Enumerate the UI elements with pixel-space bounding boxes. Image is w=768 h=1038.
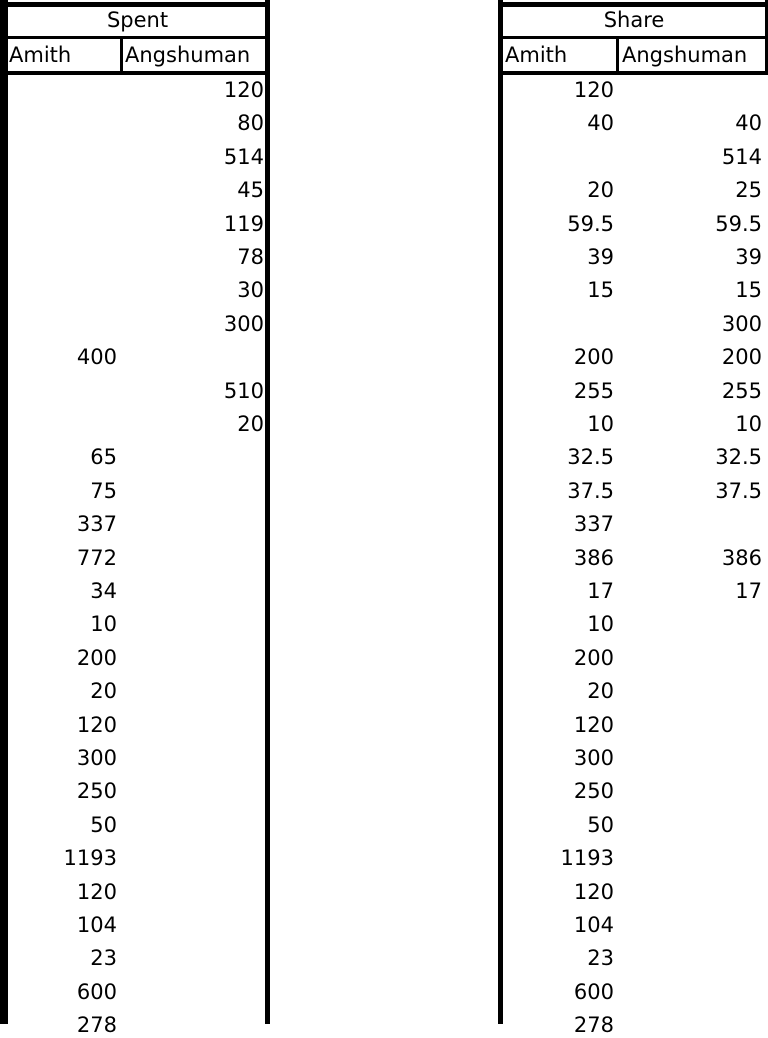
cell-spent-amith: 10 [90,612,117,637]
cell-spent-amith: 772 [76,545,117,570]
cell-spent-amith: 104 [76,913,117,937]
cell-spent-angshuman: 120 [223,78,264,102]
cell-share-amith: 59.5 [567,211,614,236]
cell-share-amith: 40 [587,111,614,136]
cell-share-amith: 32.5 [567,445,614,470]
cell-spent-amith: 75 [90,478,117,503]
cell-share-amith: 17 [587,579,614,603]
cell-spent-angshuman: 45 [237,178,264,203]
cell-share-amith: 386 [573,545,614,570]
cell-spent-amith: 120 [76,712,117,737]
cell-spent-angshuman: 300 [223,311,264,336]
border-spent-divider [120,38,123,74]
cell-share-amith: 20 [587,679,614,704]
cell-share-angshuman: 37.5 [715,478,762,503]
column-header-share-angshuman: Angshuman [622,43,748,67]
cell-share-amith: 10 [587,412,614,436]
group-header-share: Share [603,8,665,32]
cell-share-angshuman: 25 [735,178,762,203]
border-share-divider [616,38,619,74]
cell-spent-amith: 34 [90,579,117,603]
cell-share-amith: 250 [573,779,614,804]
border-header-spent [0,36,270,39]
cell-share-angshuman: 40 [735,111,762,136]
cell-share-amith: 20 [587,178,614,203]
cell-spent-amith: 50 [90,812,117,837]
border-header-share [498,36,768,39]
cell-share-amith: 200 [573,345,614,370]
border-share-left [498,0,503,1024]
cell-share-amith: 39 [587,245,614,269]
cell-spent-amith: 250 [76,779,117,804]
column-header-spent-angshuman: Angshuman [125,43,251,67]
cell-share-amith: 37.5 [567,478,614,503]
column-header-spent-amith: Amith [9,43,72,67]
cell-share-amith: 120 [573,712,614,737]
border-spent-right [265,0,270,1024]
cell-spent-angshuman: 30 [237,278,264,303]
border-subheader-spent [0,71,270,75]
cell-spent-amith: 120 [76,879,117,904]
cell-share-amith: 278 [573,1013,614,1038]
cell-spent-angshuman: 510 [223,378,264,403]
border-subheader-share [498,71,768,75]
cell-spent-amith: 20 [90,679,117,704]
cell-spent-amith: 278 [76,1013,117,1038]
cell-share-amith: 200 [573,645,614,670]
group-header-spent: Spent [106,8,169,32]
cell-share-amith: 50 [587,812,614,837]
cell-spent-amith: 337 [76,512,117,537]
cell-spent-angshuman: 80 [237,111,264,136]
cell-spent-angshuman: 514 [223,144,264,169]
cell-share-amith: 300 [573,746,614,770]
cell-share-amith: 104 [573,913,614,937]
cell-share-angshuman: 59.5 [715,211,762,236]
cell-spent-amith: 1193 [63,846,117,871]
cell-share-amith: 1193 [560,846,614,871]
cell-share-angshuman: 255 [721,378,762,403]
cell-share-amith: 600 [573,979,614,1004]
column-header-share-amith: Amith [505,43,568,67]
cell-share-angshuman: 386 [721,545,762,570]
cell-share-angshuman: 10 [735,412,762,436]
cell-share-angshuman: 200 [721,345,762,370]
cell-share-angshuman: 17 [735,579,762,603]
cell-spent-angshuman: 78 [237,245,264,269]
cell-share-angshuman: 39 [735,245,762,269]
cell-share-angshuman: 514 [721,144,762,169]
cell-share-amith: 10 [587,612,614,637]
cell-share-amith: 23 [587,946,614,971]
cell-spent-amith: 200 [76,645,117,670]
cell-spent-amith: 65 [90,445,117,470]
cell-spent-amith: 300 [76,746,117,770]
cell-spent-amith: 600 [76,979,117,1004]
cell-share-amith: 15 [587,278,614,303]
cell-spent-amith: 23 [90,946,117,971]
cell-spent-angshuman: 20 [237,412,264,436]
cell-spent-angshuman: 119 [223,211,264,236]
cell-spent-amith: 400 [76,345,117,370]
cell-share-angshuman: 32.5 [715,445,762,470]
cell-share-amith: 255 [573,378,614,403]
cell-share-angshuman: 15 [735,278,762,303]
cell-share-amith: 120 [573,78,614,102]
cell-share-angshuman: 300 [721,311,762,336]
cell-share-amith: 120 [573,879,614,904]
cell-share-amith: 337 [573,512,614,537]
